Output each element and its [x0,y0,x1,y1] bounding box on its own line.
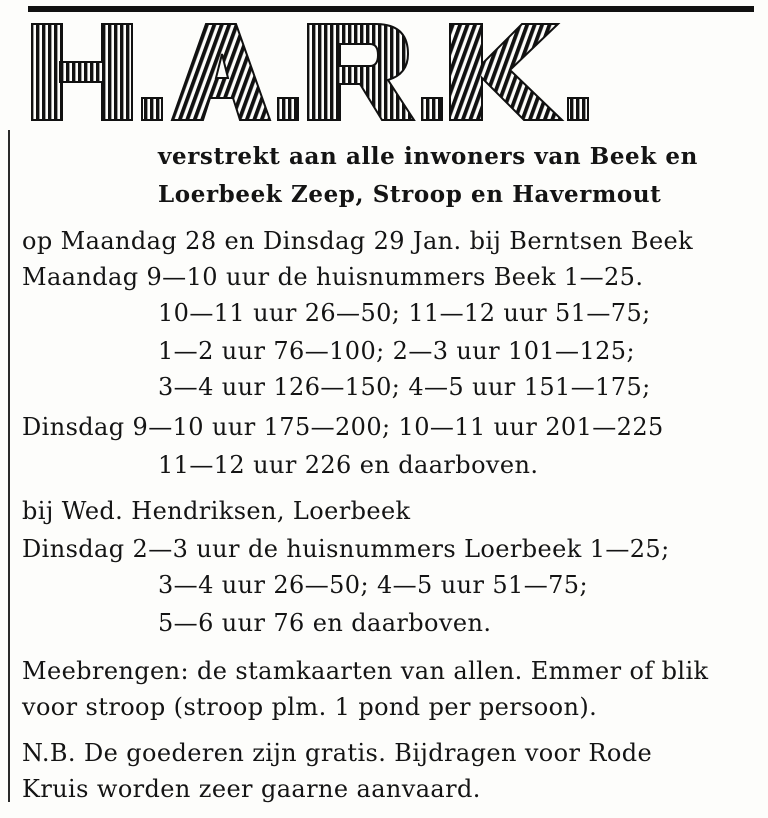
schedule-line-hendriksen: bij Wed. Hendriksen, Loerbeek [22,497,411,525]
title-letter-r [308,24,414,120]
schedule-line: 1—2 uur 76—100; 2—3 uur 101—125; [158,337,635,365]
notice-meebrengen: Meebrengen: de stamkaarten van allen. Emmer of blik [22,657,709,685]
notice-nb: N.B. De goederen zijn gratis. Bijdragen voor Rode [22,739,653,767]
schedule-line: 3—4 uur 26—50; 4—5 uur 51—75; [158,571,588,599]
title-letter-k [450,24,562,120]
schedule-line-dinsdag: Dinsdag 9—10 uur 175—200; 10—11 uur 201—225 [22,413,664,441]
title-letter-a [172,24,270,120]
schedule-line: 5—6 uur 76 en daarboven. [158,609,492,637]
title-dot [422,98,442,120]
left-border-rule [8,130,10,802]
intro-line-1: verstrekt aan alle inwoners van Beek en [158,143,698,170]
hark-title-logo [30,14,590,130]
schedule-line: 11—12 uur 226 en daarboven. [158,451,539,479]
notice-rode-kruis: Kruis worden zeer gaarne aanvaard. [22,775,481,803]
title-letter-h [32,24,132,120]
schedule-line: 3—4 uur 126—150; 4—5 uur 151—175; [158,373,651,401]
title-dot [568,98,588,120]
intro-line-2: Loerbeek Zeep, Stroop en Havermout [158,181,662,208]
schedule-line-berntsen: op Maandag 28 en Dinsdag 29 Jan. bij Berntsen Beek [22,227,694,255]
schedule-line-dinsdag-loerbeek: Dinsdag 2—3 uur de huisnummers Loerbeek 1—25; [22,535,670,563]
top-border-rule [28,6,754,12]
schedule-line: 10—11 uur 26—50; 11—12 uur 51—75; [158,299,651,327]
schedule-line-maandag: Maandag 9—10 uur de huisnummers Beek 1—25. [22,263,644,291]
notice-stroop: voor stroop (stroop plm. 1 pond per persoon). [22,693,598,721]
title-dot [278,98,298,120]
title-dot [142,98,162,120]
